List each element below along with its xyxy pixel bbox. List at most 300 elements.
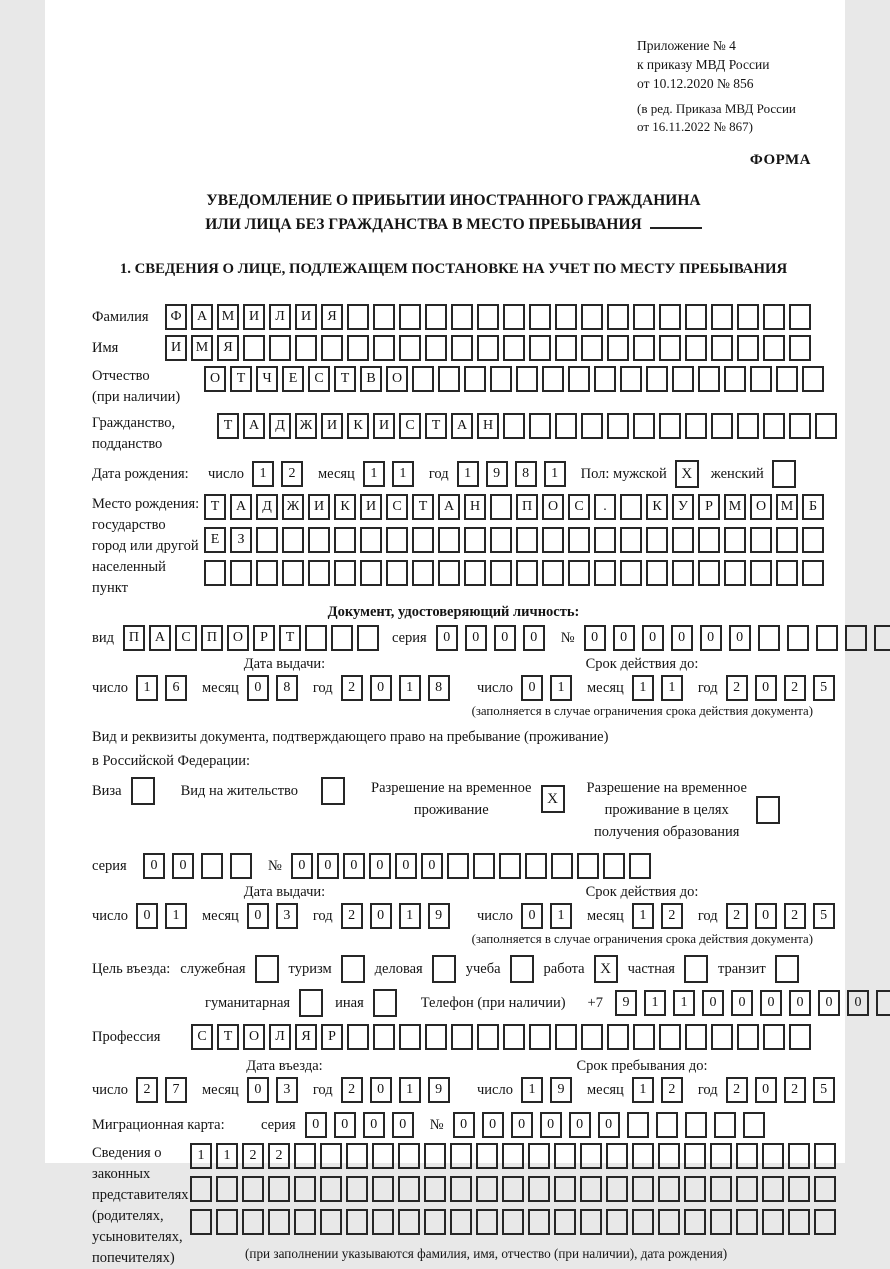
form-cell[interactable] — [710, 1209, 732, 1235]
form-cell[interactable] — [305, 625, 327, 651]
form-cell[interactable] — [633, 1024, 655, 1050]
form-cell[interactable] — [502, 1176, 524, 1202]
form-cell[interactable] — [450, 1209, 472, 1235]
form-cell[interactable]: 8 — [276, 675, 298, 701]
form-cell[interactable]: 1 — [399, 675, 421, 701]
edu-permit-checkbox[interactable] — [756, 796, 780, 824]
form-cell[interactable] — [542, 560, 564, 586]
form-cell[interactable]: . — [594, 494, 616, 520]
form-cell[interactable]: 9 — [550, 1077, 572, 1103]
form-cell[interactable] — [360, 560, 382, 586]
form-cell[interactable] — [256, 560, 278, 586]
form-cell[interactable] — [360, 527, 382, 553]
form-cell[interactable]: С — [308, 366, 330, 392]
form-cell[interactable] — [528, 1143, 550, 1169]
form-cell[interactable] — [659, 413, 681, 439]
form-cell[interactable] — [242, 1209, 264, 1235]
form-cell[interactable]: 9 — [428, 903, 450, 929]
form-cell[interactable] — [190, 1176, 212, 1202]
form-cell[interactable]: 0 — [395, 853, 417, 879]
form-cell[interactable]: П — [201, 625, 223, 651]
form-cell[interactable] — [529, 1024, 551, 1050]
form-cell[interactable] — [555, 304, 577, 330]
form-cell[interactable] — [347, 304, 369, 330]
form-cell[interactable] — [503, 335, 525, 361]
form-cell[interactable]: Я — [217, 335, 239, 361]
form-cell[interactable] — [659, 304, 681, 330]
form-cell[interactable] — [776, 527, 798, 553]
form-cell[interactable] — [581, 413, 603, 439]
form-cell[interactable] — [503, 413, 525, 439]
form-cell[interactable] — [737, 304, 759, 330]
form-cell[interactable]: 2 — [341, 1077, 363, 1103]
form-cell[interactable]: О — [750, 494, 772, 520]
form-cell[interactable]: 2 — [784, 1077, 806, 1103]
form-cell[interactable] — [438, 527, 460, 553]
form-cell[interactable]: 0 — [247, 1077, 269, 1103]
form-cell[interactable] — [477, 304, 499, 330]
form-cell[interactable] — [438, 366, 460, 392]
form-cell[interactable] — [789, 335, 811, 361]
form-cell[interactable]: 2 — [726, 675, 748, 701]
form-cell[interactable] — [320, 1209, 342, 1235]
form-cell[interactable] — [659, 335, 681, 361]
form-cell[interactable]: 8 — [428, 675, 450, 701]
form-cell[interactable] — [581, 335, 603, 361]
form-cell[interactable]: Т — [230, 366, 252, 392]
form-cell[interactable] — [633, 335, 655, 361]
form-cell[interactable]: О — [204, 366, 226, 392]
form-cell[interactable]: 1 — [550, 903, 572, 929]
form-cell[interactable] — [424, 1176, 446, 1202]
form-cell[interactable]: 0 — [789, 990, 811, 1016]
form-cell[interactable] — [845, 625, 867, 651]
form-cell[interactable] — [802, 366, 824, 392]
form-cell[interactable] — [787, 625, 809, 651]
form-cell[interactable] — [347, 1024, 369, 1050]
form-cell[interactable] — [802, 527, 824, 553]
form-cell[interactable] — [476, 1143, 498, 1169]
form-cell[interactable]: 0 — [369, 853, 391, 879]
form-cell[interactable] — [698, 366, 720, 392]
form-cell[interactable]: 0 — [136, 903, 158, 929]
form-cell[interactable]: И — [295, 304, 317, 330]
form-cell[interactable]: Т — [217, 413, 239, 439]
form-cell[interactable] — [502, 1209, 524, 1235]
form-cell[interactable]: С — [386, 494, 408, 520]
form-cell[interactable]: 0 — [523, 625, 545, 651]
form-cell[interactable] — [450, 1143, 472, 1169]
visa-checkbox[interactable] — [131, 777, 155, 805]
form-cell[interactable]: Т — [217, 1024, 239, 1050]
form-cell[interactable] — [373, 1024, 395, 1050]
form-cell[interactable]: И — [243, 304, 265, 330]
form-cell[interactable] — [632, 1209, 654, 1235]
form-cell[interactable] — [685, 335, 707, 361]
form-cell[interactable] — [568, 527, 590, 553]
form-cell[interactable] — [737, 413, 759, 439]
form-cell[interactable] — [425, 335, 447, 361]
form-cell[interactable] — [398, 1209, 420, 1235]
form-cell[interactable]: 2 — [726, 1077, 748, 1103]
form-cell[interactable]: Я — [295, 1024, 317, 1050]
form-cell[interactable] — [658, 1209, 680, 1235]
form-cell[interactable] — [763, 335, 785, 361]
form-cell[interactable] — [606, 1176, 628, 1202]
form-cell[interactable] — [658, 1143, 680, 1169]
form-cell[interactable]: 1 — [165, 903, 187, 929]
form-cell[interactable]: Ч — [256, 366, 278, 392]
form-cell[interactable] — [464, 527, 486, 553]
form-cell[interactable] — [580, 1143, 602, 1169]
form-cell[interactable]: 0 — [642, 625, 664, 651]
form-cell[interactable] — [490, 560, 512, 586]
form-cell[interactable] — [874, 625, 890, 651]
form-cell[interactable]: Е — [282, 366, 304, 392]
form-cell[interactable]: 1 — [457, 461, 479, 487]
form-cell[interactable] — [320, 1143, 342, 1169]
form-cell[interactable] — [646, 527, 668, 553]
form-cell[interactable] — [711, 413, 733, 439]
form-cell[interactable]: 0 — [847, 990, 869, 1016]
form-cell[interactable]: 0 — [569, 1112, 591, 1138]
form-cell[interactable]: 0 — [598, 1112, 620, 1138]
form-cell[interactable] — [594, 366, 616, 392]
form-cell[interactable]: 1 — [632, 675, 654, 701]
form-cell[interactable]: Я — [321, 304, 343, 330]
form-cell[interactable] — [580, 1176, 602, 1202]
form-cell[interactable]: 1 — [644, 990, 666, 1016]
form-cell[interactable] — [268, 1176, 290, 1202]
form-cell[interactable] — [620, 366, 642, 392]
form-cell[interactable]: С — [399, 413, 421, 439]
form-cell[interactable]: Е — [204, 527, 226, 553]
form-cell[interactable]: 1 — [632, 1077, 654, 1103]
form-cell[interactable]: В — [360, 366, 382, 392]
form-cell[interactable] — [568, 560, 590, 586]
form-cell[interactable] — [294, 1176, 316, 1202]
form-cell[interactable]: Т — [425, 413, 447, 439]
form-cell[interactable] — [788, 1176, 810, 1202]
form-cell[interactable]: 2 — [661, 903, 683, 929]
form-cell[interactable]: Д — [269, 413, 291, 439]
form-cell[interactable] — [698, 560, 720, 586]
form-cell[interactable]: А — [230, 494, 252, 520]
form-cell[interactable] — [620, 560, 642, 586]
form-cell[interactable] — [399, 304, 421, 330]
form-cell[interactable] — [190, 1209, 212, 1235]
form-cell[interactable]: 6 — [165, 675, 187, 701]
form-cell[interactable] — [776, 366, 798, 392]
form-cell[interactable]: 9 — [615, 990, 637, 1016]
form-cell[interactable]: И — [165, 335, 187, 361]
form-cell[interactable] — [815, 413, 837, 439]
form-cell[interactable]: 0 — [731, 990, 753, 1016]
male-checkbox[interactable]: X — [675, 460, 699, 488]
form-cell[interactable]: 1 — [363, 461, 385, 487]
form-cell[interactable]: 0 — [172, 853, 194, 879]
form-cell[interactable] — [763, 1024, 785, 1050]
form-cell[interactable] — [450, 1176, 472, 1202]
form-cell[interactable]: 0 — [494, 625, 516, 651]
form-cell[interactable]: 0 — [363, 1112, 385, 1138]
form-cell[interactable]: 1 — [136, 675, 158, 701]
form-cell[interactable]: 7 — [165, 1077, 187, 1103]
form-cell[interactable]: 0 — [453, 1112, 475, 1138]
form-cell[interactable]: 1 — [399, 903, 421, 929]
form-cell[interactable]: 1 — [544, 461, 566, 487]
form-cell[interactable]: 0 — [465, 625, 487, 651]
form-cell[interactable]: 0 — [755, 903, 777, 929]
form-cell[interactable]: 2 — [726, 903, 748, 929]
form-cell[interactable] — [269, 335, 291, 361]
form-cell[interactable] — [762, 1176, 784, 1202]
form-cell[interactable]: 0 — [317, 853, 339, 879]
form-cell[interactable] — [216, 1176, 238, 1202]
form-cell[interactable] — [490, 494, 512, 520]
form-cell[interactable] — [607, 413, 629, 439]
form-cell[interactable]: 0 — [755, 675, 777, 701]
form-cell[interactable] — [876, 990, 890, 1016]
form-cell[interactable]: Р — [698, 494, 720, 520]
form-cell[interactable] — [633, 304, 655, 330]
form-cell[interactable] — [398, 1143, 420, 1169]
form-cell[interactable]: 0 — [370, 903, 392, 929]
form-cell[interactable] — [763, 304, 785, 330]
form-cell[interactable]: Т — [279, 625, 301, 651]
form-cell[interactable] — [684, 1176, 706, 1202]
form-cell[interactable] — [490, 527, 512, 553]
form-cell[interactable]: И — [360, 494, 382, 520]
form-cell[interactable] — [542, 527, 564, 553]
form-cell[interactable] — [473, 853, 495, 879]
form-cell[interactable]: А — [191, 304, 213, 330]
form-cell[interactable] — [334, 527, 356, 553]
form-cell[interactable] — [580, 1209, 602, 1235]
form-cell[interactable] — [554, 1143, 576, 1169]
form-cell[interactable]: 0 — [143, 853, 165, 879]
form-cell[interactable]: 5 — [813, 1077, 835, 1103]
form-cell[interactable]: 1 — [632, 903, 654, 929]
form-cell[interactable]: 5 — [813, 675, 835, 701]
form-cell[interactable] — [399, 335, 421, 361]
form-cell[interactable] — [256, 527, 278, 553]
form-cell[interactable] — [451, 335, 473, 361]
form-cell[interactable] — [594, 527, 616, 553]
form-cell[interactable] — [750, 527, 772, 553]
form-cell[interactable] — [464, 560, 486, 586]
form-cell[interactable]: К — [334, 494, 356, 520]
form-cell[interactable] — [551, 853, 573, 879]
form-cell[interactable]: 1 — [550, 675, 572, 701]
form-cell[interactable]: 1 — [661, 675, 683, 701]
form-cell[interactable]: 0 — [305, 1112, 327, 1138]
form-cell[interactable] — [204, 560, 226, 586]
form-cell[interactable] — [594, 560, 616, 586]
form-cell[interactable] — [346, 1143, 368, 1169]
form-cell[interactable] — [476, 1209, 498, 1235]
form-cell[interactable]: Ж — [282, 494, 304, 520]
form-cell[interactable]: К — [347, 413, 369, 439]
form-cell[interactable] — [627, 1112, 649, 1138]
form-cell[interactable] — [711, 335, 733, 361]
form-cell[interactable]: 0 — [392, 1112, 414, 1138]
form-cell[interactable]: М — [724, 494, 746, 520]
form-cell[interactable]: 9 — [428, 1077, 450, 1103]
form-cell[interactable] — [529, 335, 551, 361]
form-cell[interactable] — [555, 1024, 577, 1050]
form-cell[interactable] — [438, 560, 460, 586]
form-cell[interactable] — [607, 1024, 629, 1050]
form-cell[interactable]: О — [386, 366, 408, 392]
form-cell[interactable] — [447, 853, 469, 879]
form-cell[interactable]: 0 — [729, 625, 751, 651]
form-cell[interactable] — [516, 560, 538, 586]
form-cell[interactable] — [685, 304, 707, 330]
form-cell[interactable] — [789, 413, 811, 439]
form-cell[interactable] — [230, 853, 252, 879]
form-cell[interactable]: Т — [204, 494, 226, 520]
form-cell[interactable]: 0 — [482, 1112, 504, 1138]
form-cell[interactable] — [633, 413, 655, 439]
form-cell[interactable]: И — [321, 413, 343, 439]
form-cell[interactable]: 0 — [334, 1112, 356, 1138]
form-cell[interactable] — [490, 366, 512, 392]
form-cell[interactable] — [399, 1024, 421, 1050]
form-cell[interactable] — [737, 335, 759, 361]
form-cell[interactable] — [503, 304, 525, 330]
form-cell[interactable] — [724, 366, 746, 392]
form-cell[interactable] — [476, 1176, 498, 1202]
form-cell[interactable] — [736, 1209, 758, 1235]
form-cell[interactable]: С — [191, 1024, 213, 1050]
form-cell[interactable]: Ж — [295, 413, 317, 439]
form-cell[interactable]: И — [373, 413, 395, 439]
form-cell[interactable] — [656, 1112, 678, 1138]
form-cell[interactable]: Ф — [165, 304, 187, 330]
form-cell[interactable] — [464, 366, 486, 392]
form-cell[interactable] — [776, 560, 798, 586]
form-cell[interactable]: 0 — [421, 853, 443, 879]
form-cell[interactable] — [659, 1024, 681, 1050]
form-cell[interactable] — [711, 304, 733, 330]
form-cell[interactable]: 0 — [671, 625, 693, 651]
form-cell[interactable] — [386, 560, 408, 586]
form-cell[interactable]: 2 — [341, 675, 363, 701]
form-cell[interactable] — [568, 366, 590, 392]
form-cell[interactable] — [816, 625, 838, 651]
temp-permit-checkbox[interactable]: X — [541, 785, 565, 813]
form-cell[interactable] — [294, 1209, 316, 1235]
form-cell[interactable] — [714, 1112, 736, 1138]
form-cell[interactable] — [516, 366, 538, 392]
form-cell[interactable] — [334, 560, 356, 586]
form-cell[interactable] — [425, 304, 447, 330]
form-cell[interactable] — [710, 1143, 732, 1169]
form-cell[interactable]: И — [308, 494, 330, 520]
form-cell[interactable]: 0 — [370, 1077, 392, 1103]
form-cell[interactable]: 0 — [613, 625, 635, 651]
form-cell[interactable] — [308, 527, 330, 553]
form-cell[interactable] — [737, 1024, 759, 1050]
form-cell[interactable]: О — [542, 494, 564, 520]
form-cell[interactable] — [555, 335, 577, 361]
form-cell[interactable]: 8 — [515, 461, 537, 487]
form-cell[interactable] — [425, 1024, 447, 1050]
form-cell[interactable] — [750, 560, 772, 586]
form-cell[interactable] — [581, 1024, 603, 1050]
form-cell[interactable]: 0 — [436, 625, 458, 651]
form-cell[interactable] — [320, 1176, 342, 1202]
form-cell[interactable] — [554, 1176, 576, 1202]
form-cell[interactable] — [632, 1176, 654, 1202]
form-cell[interactable] — [685, 1112, 707, 1138]
form-cell[interactable]: П — [123, 625, 145, 651]
form-cell[interactable]: 2 — [242, 1143, 264, 1169]
form-cell[interactable] — [554, 1209, 576, 1235]
form-cell[interactable]: 0 — [818, 990, 840, 1016]
form-cell[interactable]: 5 — [813, 903, 835, 929]
form-cell[interactable] — [308, 560, 330, 586]
form-cell[interactable]: 0 — [291, 853, 313, 879]
form-cell[interactable]: 0 — [584, 625, 606, 651]
form-cell[interactable] — [762, 1143, 784, 1169]
form-cell[interactable] — [282, 560, 304, 586]
residence-permit-checkbox[interactable] — [321, 777, 345, 805]
form-cell[interactable]: 9 — [486, 461, 508, 487]
form-cell[interactable] — [577, 853, 599, 879]
form-cell[interactable]: 0 — [755, 1077, 777, 1103]
form-cell[interactable] — [724, 527, 746, 553]
form-cell[interactable]: 2 — [341, 903, 363, 929]
form-cell[interactable] — [814, 1176, 836, 1202]
form-cell[interactable] — [762, 1209, 784, 1235]
form-cell[interactable] — [672, 527, 694, 553]
form-cell[interactable]: 2 — [784, 675, 806, 701]
form-cell[interactable] — [789, 1024, 811, 1050]
form-cell[interactable]: З — [230, 527, 252, 553]
form-cell[interactable] — [529, 304, 551, 330]
form-cell[interactable] — [347, 335, 369, 361]
form-cell[interactable]: О — [243, 1024, 265, 1050]
form-cell[interactable] — [607, 304, 629, 330]
form-cell[interactable]: С — [568, 494, 590, 520]
purpose-work-checkbox[interactable]: X — [594, 955, 618, 983]
form-cell[interactable] — [736, 1176, 758, 1202]
form-cell[interactable]: У — [672, 494, 694, 520]
form-cell[interactable] — [503, 1024, 525, 1050]
purpose-official-checkbox[interactable] — [255, 955, 279, 983]
form-cell[interactable]: 1 — [190, 1143, 212, 1169]
form-cell[interactable] — [620, 527, 642, 553]
form-cell[interactable]: М — [191, 335, 213, 361]
form-cell[interactable] — [230, 560, 252, 586]
form-cell[interactable]: 1 — [673, 990, 695, 1016]
form-cell[interactable] — [581, 304, 603, 330]
form-cell[interactable]: 0 — [511, 1112, 533, 1138]
form-cell[interactable] — [516, 527, 538, 553]
form-cell[interactable]: 0 — [247, 675, 269, 701]
form-cell[interactable] — [646, 560, 668, 586]
form-cell[interactable] — [814, 1209, 836, 1235]
form-cell[interactable] — [750, 366, 772, 392]
form-cell[interactable] — [658, 1176, 680, 1202]
form-cell[interactable] — [606, 1209, 628, 1235]
form-cell[interactable] — [424, 1143, 446, 1169]
form-cell[interactable] — [646, 366, 668, 392]
purpose-other-checkbox[interactable] — [373, 989, 397, 1017]
form-cell[interactable]: Т — [412, 494, 434, 520]
